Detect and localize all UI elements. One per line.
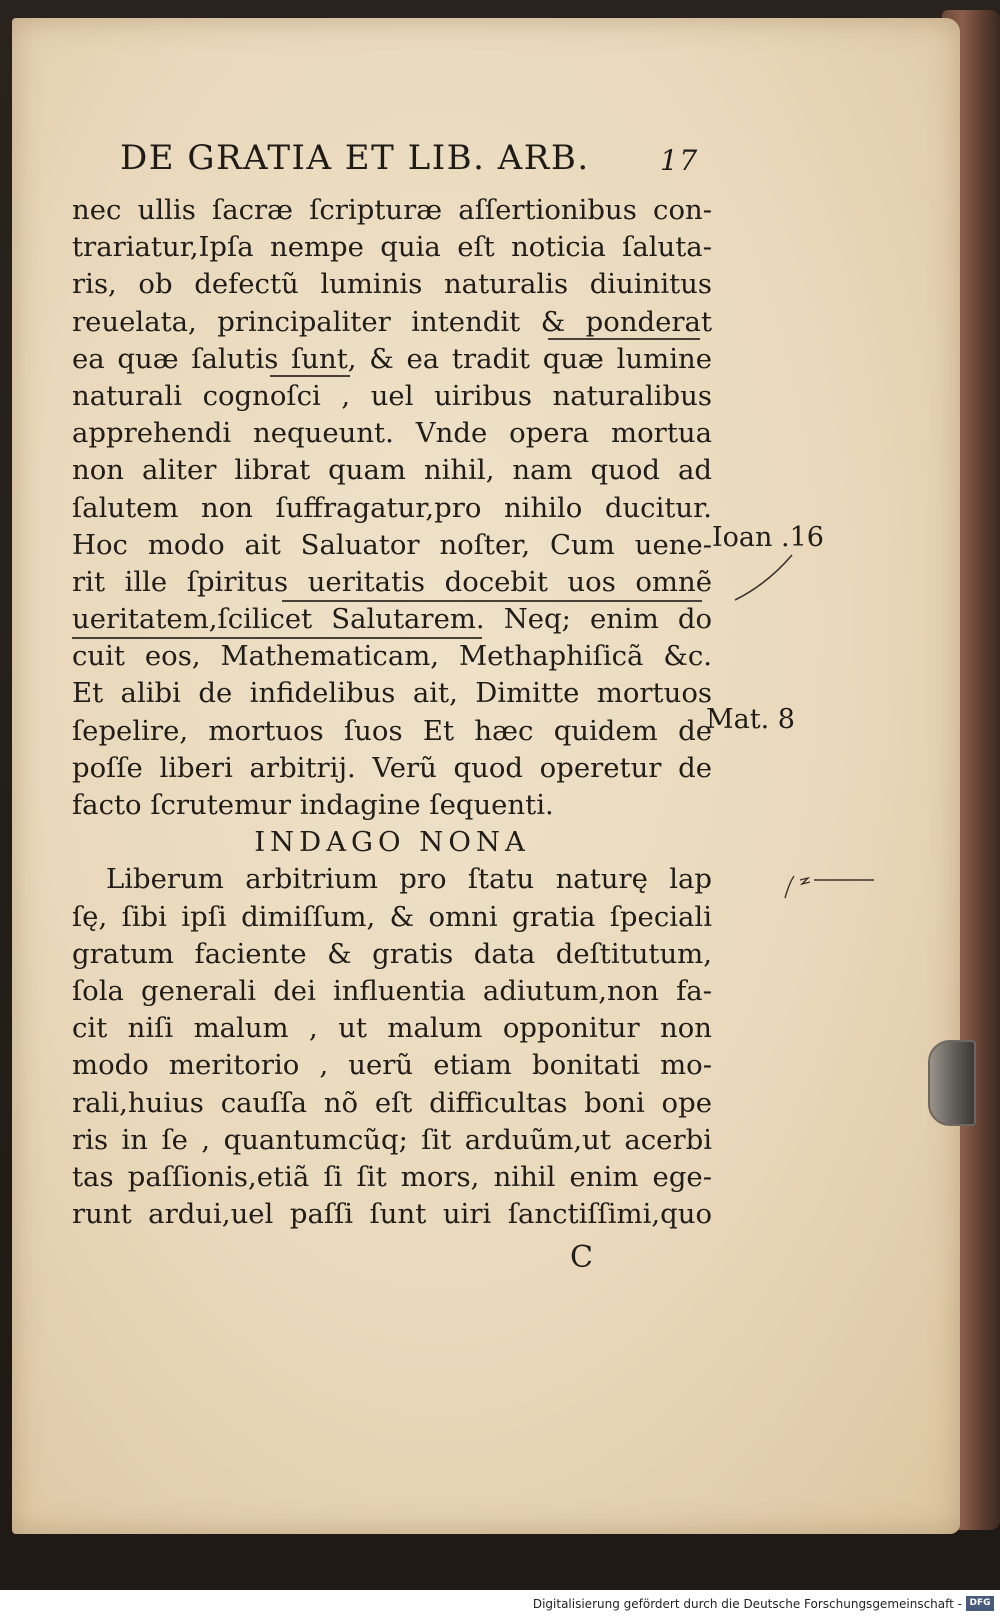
text-line: trariatur,Ipſa nempe quia eſt noticia ſaluta- — [72, 231, 712, 264]
text-line: ris in ſe , quantumcũq; ſit arduũm,ut acerbi — [72, 1123, 712, 1156]
text-line: nec ullis ſacræ ſcripturæ aſſertionibus con- — [72, 194, 712, 226]
text-line: apprehendi nequeunt. Vnde opera mortua — [72, 417, 712, 450]
handwritten-underline — [282, 600, 702, 602]
text-line: Et alibi de infidelibus ait, Dimitte mortuos — [72, 677, 712, 710]
text-line: ſalutem non ſuffragatur,pro nihilo ducitur. — [72, 491, 712, 524]
text-line: non aliter librat quam nihil, nam quod ad — [72, 454, 712, 487]
text-line: facto ſcrutemur indagine ſequenti. — [72, 789, 554, 821]
text-line: runt ardui,uel paſſi ſunt uiri ſanctiſſimi,quo — [72, 1198, 712, 1231]
text-line: modo meritorio , uerũ etiam bonitati mo- — [72, 1049, 712, 1082]
book-clasp — [928, 1040, 976, 1126]
text-line: ſepelire, mortuos ſuos Et hæc quidem de — [72, 714, 712, 747]
text-line: poſſe liberi arbitrij. Verũ quod operetur de — [72, 751, 712, 784]
body-text — [72, 192, 712, 1233]
handwritten-underline — [72, 637, 482, 639]
footer-credit: Digitalisierung gefördert durch die Deutsche Forschungsgemeinschaft - — [532, 1597, 962, 1611]
text-line: ueritatem,ſcilicet Salutarem. Neq; enim do — [72, 603, 712, 636]
pen-stroke — [780, 868, 890, 908]
handwritten-underline — [548, 338, 700, 340]
margin-note: Ioan .16 — [712, 522, 824, 553]
text-line: gratum faciente & gratis data deſtitutum, — [72, 937, 712, 970]
text-line: cit niſi malum , ut malum opponitur non — [72, 1012, 712, 1045]
dfg-logo: DFG — [966, 1596, 994, 1611]
text-line: rit ille ſpiritus ueritatis docebit uos omnẽ — [72, 565, 712, 598]
text-line: Liberum arbitrium pro ſtatu naturę lap — [106, 863, 712, 896]
text-line: cuit eos, Mathematicam, Methaphiſicã &c. — [72, 640, 712, 673]
page-number: 17 — [660, 144, 699, 177]
footer-bar — [0, 1590, 1000, 1619]
text-line: reuelata, principaliter intendit & ponderat — [72, 305, 712, 338]
header-title: DE GRATIA ET LIB. ARB. — [120, 138, 590, 178]
text-line: ſola generali dei influentia adiutum,non fa- — [72, 974, 712, 1007]
margin-note: Mat. 8 — [706, 704, 795, 735]
section-heading: INDAGO NONA — [254, 826, 530, 859]
text-line: rali,huius cauſſa nõ eſt difficultas boni ope — [72, 1086, 712, 1119]
handwritten-underline — [270, 375, 350, 377]
text-line: naturali cognoſci , uel uiribus naturalibus — [72, 379, 712, 412]
text-line: Hoc modo ait Saluator noſter, Cum uene- — [72, 528, 712, 561]
text-line: tas paſſionis,etiã ſi ſit mors, nihil enim ege- — [72, 1160, 712, 1193]
text-line: ea quæ ſalutis ſunt, & ea tradit quæ lumine — [72, 342, 712, 375]
running-header — [120, 138, 720, 178]
text-line: ris, ob defectũ luminis naturalis diuinitus — [72, 268, 712, 301]
pen-stroke — [730, 550, 800, 610]
text-line: ſę, ſibi ipſi dimiſſum, & omni gratia ſpeciali — [72, 900, 712, 933]
signature-mark: C — [570, 1240, 593, 1275]
